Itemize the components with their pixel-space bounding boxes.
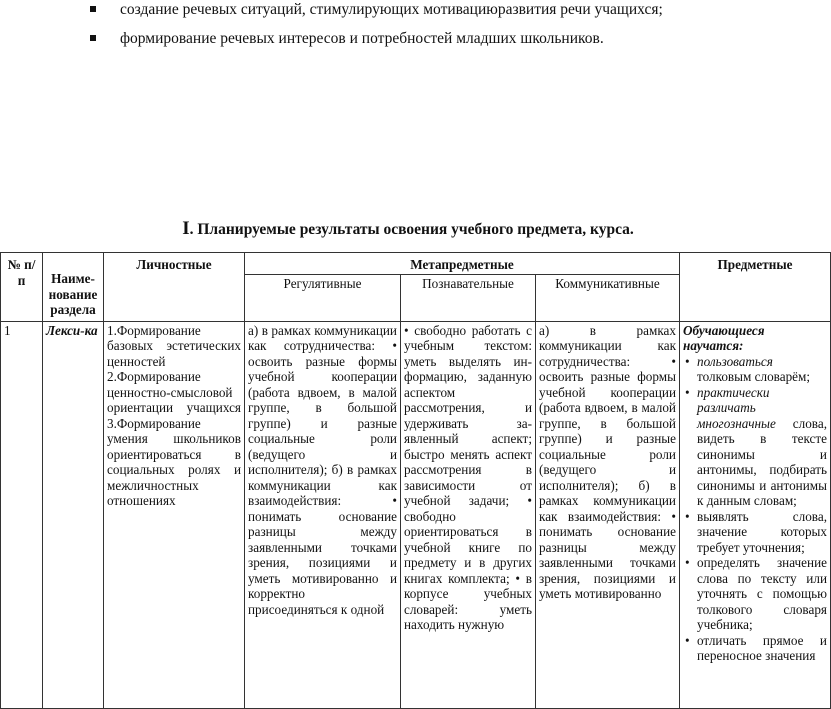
square-bullet-icon [90,35,96,41]
header-meta: Метапредметные [245,253,680,275]
heading-text: . Планируемые результаты освоения учебного предмета, курса. [189,221,634,238]
row-subject [680,321,831,708]
header-personal: Личностные [104,253,245,322]
bullet-item [82,29,604,48]
bullet-item [82,0,663,19]
row-section-name: Лекси-ка [43,321,104,708]
row-personal: 1.Формирование базовых эстетических ценностей 2.Формирование ценностно-смысловой ориентации учащихся 3.Формирование умения школьников ориентироваться в социальных ролях и межличностных отношениях [104,321,245,708]
row-num: 1 [1,321,43,708]
bullet-text: формирование речевых интересов и потребностей младших школьников. [120,30,604,47]
row-cognitive: • свободно работать с учебным текстом: уметь выделять ин-формацию, заданную аспектом рассмотрения, и удерживать за-явленный аспект; быстро менять аспект рассмотрения в зависимости от учебной задачи; • свободно ориентироваться в учебной книге по предмету и в других книгах комплекта; • в корпусе учебных словарей: уметь находить нужную [401,321,536,708]
header-communicative: Коммуникативные [536,274,680,321]
subject-item: • определять значение слова по тексту или уточнять с помощью толкового словаря учебника; [697,555,827,633]
bullet-text: создание речевых ситуаций, стимулирующих мотивациюразвития речи учащихся; [120,1,663,18]
square-bullet-icon [90,6,96,12]
header-section-name: Наиме-нование раздела [43,253,104,322]
subject-lead: Обучающиеся научатся: [683,322,765,353]
table-row [1,321,831,708]
subject-item: • выявлять слова, значение которых требует уточнения; [697,509,827,556]
header-cognitive: Познавательные [401,274,536,321]
row-communicative: а) в рамках коммуникации как сотрудничества: • освоить разные формы учебной кооперации (работа вдвоем, в малой группе, в большой группе) и разные социальные роли (ведущего и исполнителя); б) в рамках коммуникации как взаимодействия: • понимать основание разницы между заявленными точками зрения, позициями и уметь мотивированно [536,321,680,708]
subject-item: • пользоваться толковым словарём; [697,354,827,385]
header-num: № п/п [1,253,43,322]
table-header-row [1,253,831,275]
subject-item: • практически различать многозначные слова, видеть в тексте синонимы и антонимы, подбирать синонимы и антонимы к данным словам; [697,385,827,509]
results-table [0,252,831,709]
section-heading [0,218,816,240]
header-subject: Предметные [680,253,831,322]
row-regulative: а) в рамках коммуникации как сотрудничества: • освоить разные формы учебной кооперации (работа вдвоем, в малой группе, в большой группе) и разные социальные роли (ведущего и исполнителя); б) в рамках коммуникации как взаимодействия: • понимать основание разницы между заявленными точками зрения, позициями и уметь мотивированно и корректно присоединяться к одной [245,321,401,708]
header-regulative: Регулятивные [245,274,401,321]
subject-item: • отличать прямое и переносное значения [697,633,827,664]
subject-list [683,354,827,664]
heading-number: I [182,218,190,239]
